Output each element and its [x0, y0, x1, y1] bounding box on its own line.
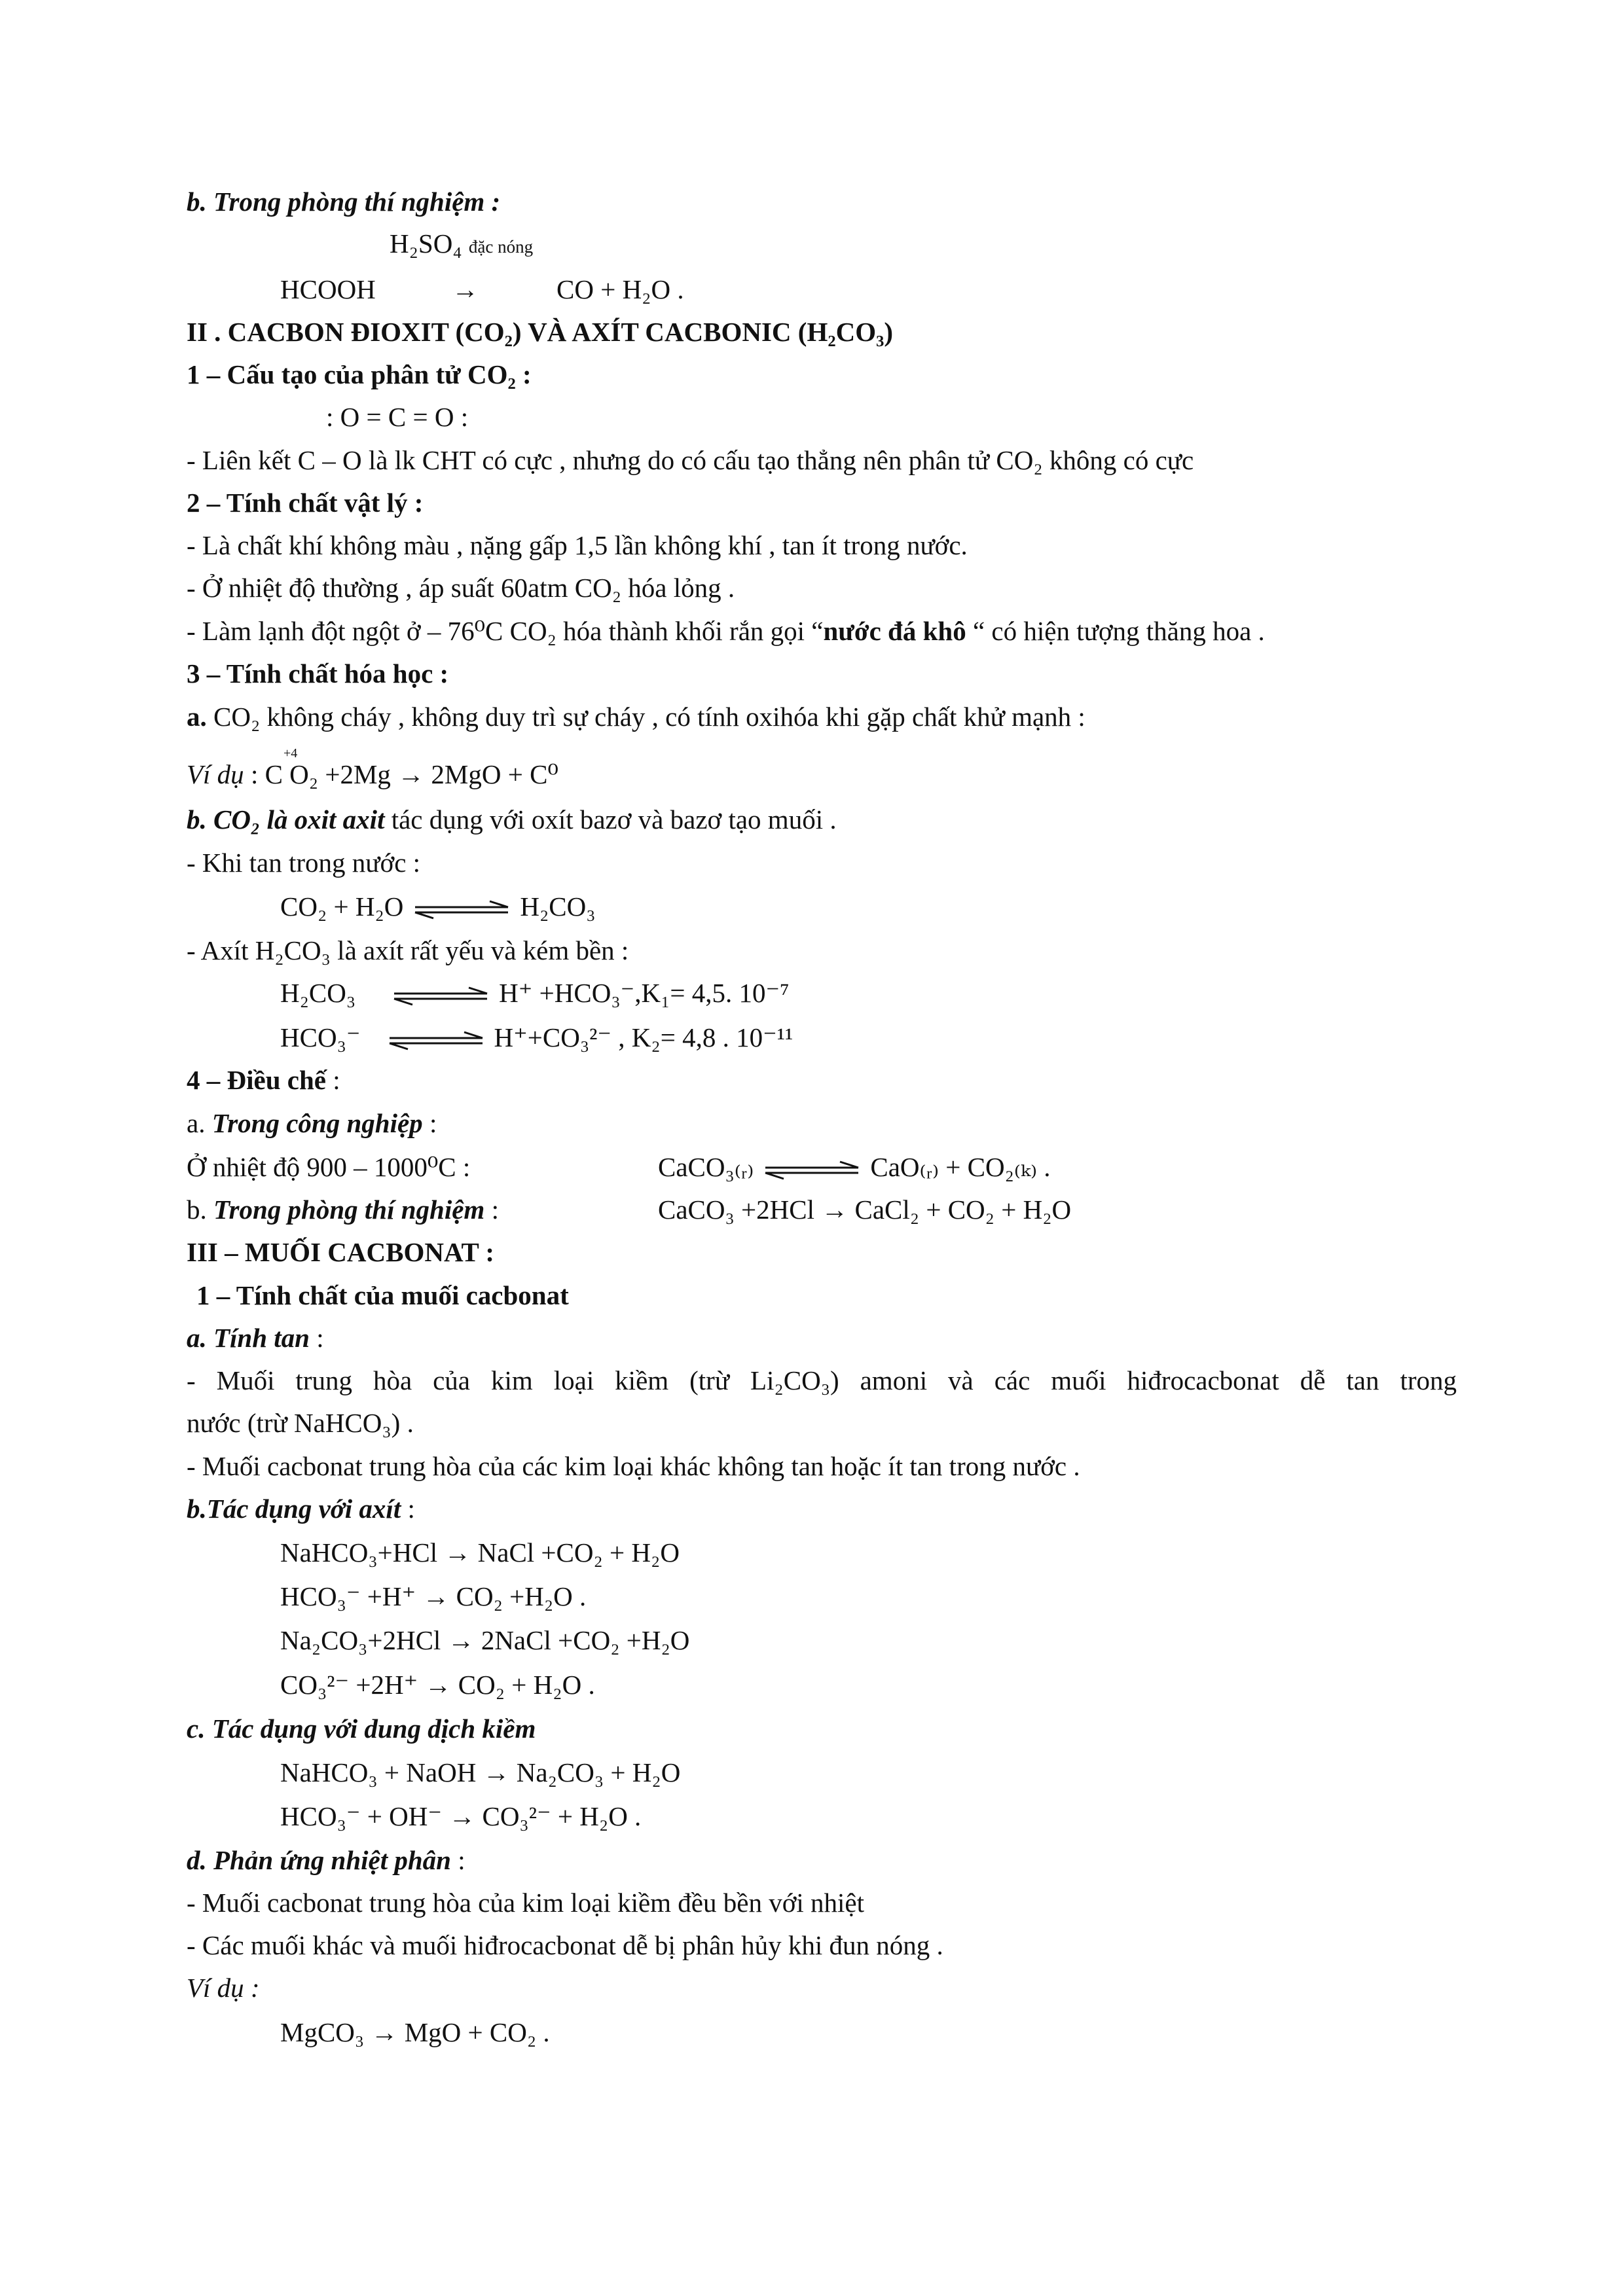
reaction-condition — [390, 230, 533, 257]
equation-right: H⁺+CO₃²⁻ , K₂= 4,8 . 10⁻¹¹ — [494, 1022, 793, 1052]
paragraph: nước (trừ NaHCO₃) . — [187, 1408, 414, 1438]
equation: NaHCO₃ + NaOH → Na₂CO₃ + H₂O — [280, 1757, 681, 1787]
equation: NaHCO₃+HCl → NaCl +CO₂ + H₂O — [280, 1537, 680, 1568]
equilibrium-arrow-icon — [392, 986, 490, 1006]
paragraph: - Các muối khác và muối hiđrocacbonat dễ bị phân hủy khi đun nóng . — [187, 1930, 943, 1960]
reaction-left: HCOOH — [280, 274, 376, 304]
item-heading: b.Tác dụng với axít — [187, 1494, 401, 1524]
emphasis-term: nước đá khô — [823, 616, 966, 646]
item-heading: a. Tính tan — [187, 1323, 310, 1353]
text-run: : — [325, 1065, 340, 1095]
item-heading: Trong phòng thí nghiệm — [213, 1194, 485, 1225]
item-label: b. — [187, 1194, 213, 1225]
item-label: a. — [187, 1108, 212, 1138]
text-run: : — [484, 1194, 499, 1225]
reaction-arrow: → — [452, 274, 479, 304]
item-heading-line — [187, 1847, 465, 1874]
paragraph: - Khi tan trong nước : — [187, 848, 421, 878]
equation: : C O₂ +2Mg → 2MgO + C⁰ — [250, 759, 558, 789]
equation-right: H₂CO₃ — [520, 891, 596, 922]
equation-left: CO₂ + H₂O — [280, 891, 404, 922]
text-run: : — [422, 1108, 437, 1138]
paragraph: - Muối cacbonat trung hòa của các kim loại khác không tan hoặc ít tan trong nước . — [187, 1451, 1080, 1481]
example-label: Ví dụ : — [187, 1973, 260, 2003]
item-heading: b. CO₂ là oxit axit — [187, 804, 385, 834]
subsection-heading: 1 – Cấu tạo của phân tử CO₂ : — [187, 359, 532, 389]
equation-right: H⁺ +HCO₃⁻,K₁= 4,5. 10⁻⁷ — [499, 978, 790, 1008]
paragraph: - Muối trung hòa của kim loại kiềm (trừ Li₂CO₃) amoni và các muối hiđrocacbonat dễ tan trong — [187, 1365, 1457, 1395]
condition-reagent: H₂SO₄ — [390, 228, 462, 259]
structure-formula: : O = C = O : — [326, 402, 469, 432]
text-run: : — [309, 1323, 324, 1353]
equation-left: H₂CO₃ — [280, 978, 356, 1008]
equation: HCO₃⁻ + OH⁻ → CO₃²⁻ + H₂O . — [280, 1801, 642, 1831]
example-label: Ví dụ — [187, 759, 244, 789]
condition-note: đặc nóng — [468, 237, 534, 257]
text-run: : — [401, 1494, 415, 1524]
paragraph: Ở nhiệt độ 900 – 1000⁰C : — [187, 1152, 471, 1182]
text-run: - Làm lạnh đột ngột ở – 76⁰C CO₂ hóa thành khối rắn gọi “ — [187, 616, 824, 646]
equation: MgCO₃ → MgO + CO₂ . — [280, 2017, 550, 2047]
equilibrium-equation — [658, 1154, 1051, 1181]
item-heading-line — [187, 1496, 415, 1522]
equation-left: HCO₃⁻ — [280, 1022, 361, 1052]
paragraph: - Là chất khí không màu , nặng gấp 1,5 lần không khí , tan ít trong nước. — [187, 530, 968, 560]
equilibrium-arrow-icon — [412, 900, 511, 920]
paragraph: - Ở nhiệt độ thường , áp suất 60atm CO₂ hóa lỏng . — [187, 573, 735, 603]
section-title: II . CACBON ĐIOXIT (CO₂) VÀ AXÍT CACBONIC (H₂CO₃) — [187, 317, 894, 347]
equilibrium-equation — [280, 893, 596, 920]
oxidation-number: +4 — [283, 746, 298, 761]
item-heading: c. Tác dụng với dung dịch kiềm — [187, 1713, 536, 1744]
heading-text: 4 – Điều chế — [187, 1065, 326, 1095]
text-run: “ có hiện tượng thăng hoa . — [966, 616, 1265, 646]
subsection-heading: 2 – Tính chất vật lý : — [187, 488, 424, 518]
paragraph — [187, 806, 837, 833]
subsection-heading: b. Trong phòng thí nghiệm : — [187, 187, 501, 217]
paragraph: - Axít H₂CO₃ là axít rất yếu và kém bền : — [187, 935, 629, 965]
reaction-right: CO + H₂O . — [556, 274, 684, 304]
equilibrium-arrow-icon — [763, 1160, 861, 1180]
text-run: tác dụng với oxít bazơ và bazơ tạo muối . — [384, 804, 837, 834]
text-run: : — [450, 1845, 465, 1875]
equation: CO₃²⁻ +2H⁺ → CO₂ + H₂O . — [280, 1670, 595, 1700]
subsection-heading — [187, 1067, 340, 1094]
paragraph — [187, 1196, 499, 1223]
equation: HCO₃⁻ +H⁺ → CO₂ +H₂O . — [280, 1581, 587, 1611]
item-label: a. — [187, 702, 207, 732]
equation-right: CaO₍ᵣ₎ + CO₂₍ₖ₎ . — [870, 1152, 1051, 1182]
equation: CaCO₃ +2HCl → CaCl₂ + CO₂ + H₂O — [658, 1194, 1072, 1225]
subsection-heading: 3 – Tính chất hóa học : — [187, 658, 449, 689]
item-heading: Trong công nghiệp — [211, 1108, 423, 1138]
equation-left: CaCO₃₍ᵣ₎ — [658, 1152, 754, 1182]
item-heading-line — [187, 1325, 324, 1352]
paragraph: - Muối cacbonat trung hòa của kim loại kiềm đều bền với nhiệt — [187, 1888, 865, 1918]
item-heading: d. Phản ứng nhiệt phân — [187, 1845, 451, 1875]
paragraph — [187, 618, 1265, 645]
example-line — [187, 761, 558, 788]
paragraph: - Liên kết C – O là lk CHT có cực , nhưng do có cấu tạo thẳng nên phân tử CO₂ không có cực — [187, 445, 1194, 475]
text-run: CO₂ không cháy , không duy trì sự cháy , có tính oxihóa khi gặp chất khử mạnh : — [206, 702, 1085, 732]
section-title: III – MUỐI CACBONAT : — [187, 1237, 495, 1267]
subsection-heading: 1 – Tính chất của muối cacbonat — [196, 1280, 569, 1310]
paragraph — [187, 704, 1085, 730]
equilibrium-arrow-icon — [387, 1031, 485, 1050]
paragraph — [187, 1110, 437, 1137]
equilibrium-equation — [280, 980, 790, 1007]
equation: Na₂CO₃+2HCl → 2NaCl +CO₂ +H₂O — [280, 1625, 690, 1655]
equilibrium-equation — [280, 1024, 793, 1051]
